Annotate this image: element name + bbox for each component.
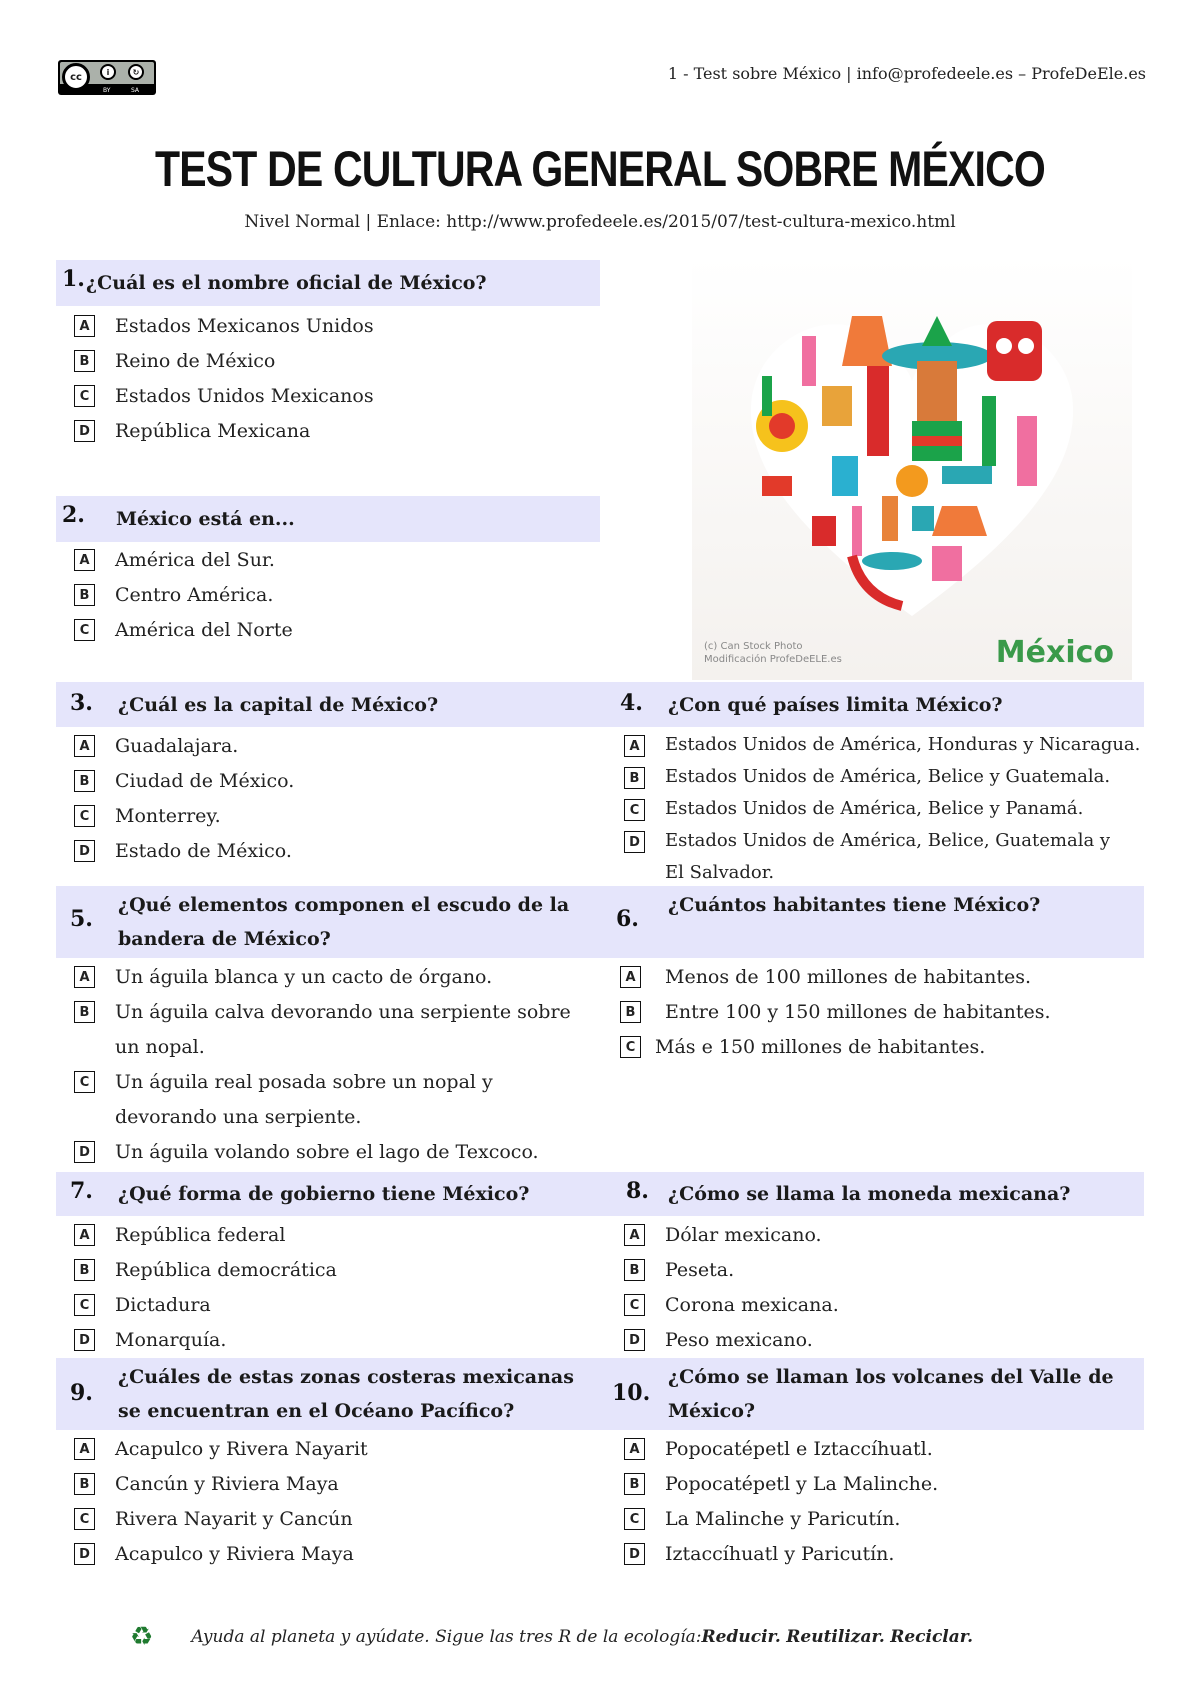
option-checkbox[interactable]: D xyxy=(74,1329,95,1351)
option-checkbox[interactable]: A xyxy=(74,315,95,337)
answer-option[interactable]: C América del Norte xyxy=(74,613,594,648)
question-number: 3. xyxy=(70,690,93,716)
question-text: ¿Cuál es el nombre oficial de México? xyxy=(86,272,487,294)
answer-option[interactable]: B Centro América. xyxy=(74,578,594,613)
question-number: 6. xyxy=(616,906,639,932)
option-checkbox[interactable]: A xyxy=(74,966,95,988)
option-checkbox[interactable]: B xyxy=(620,1001,641,1023)
answer-option[interactable]: A Dólar mexicano. xyxy=(624,1218,1144,1253)
answer-option[interactable]: C Un águila real posada sobre un nopal y devorando una serpiente. xyxy=(74,1065,554,1135)
answer-option[interactable]: B Peseta. xyxy=(624,1253,1144,1288)
answer-option[interactable]: D Peso mexicano. xyxy=(624,1323,1144,1358)
answer-option[interactable]: B Estados Unidos de América, Belice y Guatemala. xyxy=(624,761,1144,793)
answer-option[interactable]: B República democrática xyxy=(74,1253,594,1288)
answer-option[interactable]: A Un águila blanca y un cacto de órgano. xyxy=(74,960,594,995)
question-text: ¿Cómo se llaman los volcanes del Valle de México? xyxy=(668,1366,1114,1422)
answer-option[interactable]: B Popocatépetl y La Malinche. xyxy=(624,1467,1144,1502)
option-checkbox[interactable]: C xyxy=(74,1071,95,1093)
answer-option[interactable]: C Más e 150 millones de habitantes. xyxy=(620,1030,1140,1065)
answer-option[interactable]: C Monterrey. xyxy=(74,799,594,834)
option-checkbox[interactable]: A xyxy=(74,1438,95,1460)
option-checkbox[interactable]: B xyxy=(74,584,95,606)
answer-option[interactable]: C Estados Unidos Mexicanos xyxy=(74,379,594,414)
option-checkbox[interactable]: B xyxy=(624,767,645,789)
option-checkbox[interactable]: D xyxy=(624,1543,645,1565)
answer-option[interactable]: D Estado de México. xyxy=(74,834,594,869)
question-text: ¿Con qué países limita México? xyxy=(668,694,1003,716)
footer-reducir: Reducir. xyxy=(701,1627,781,1647)
question-number: 2. xyxy=(62,502,85,528)
page-title: TEST DE CULTURA GENERAL SOBRE MÉXICO xyxy=(154,141,1046,197)
question-number: 1. xyxy=(62,266,85,292)
option-checkbox[interactable]: C xyxy=(74,1508,95,1530)
question-number: 10. xyxy=(612,1380,651,1406)
answer-option[interactable]: C La Malinche y Paricutín. xyxy=(624,1502,1144,1537)
question-text: ¿Cómo se llama la moneda mexicana? xyxy=(668,1183,1071,1205)
answer-option[interactable]: D Estados Unidos de América, Belice, Guatemala y El Salvador. xyxy=(624,825,1124,889)
image-brand-text: México xyxy=(995,635,1114,670)
question-number: 8. xyxy=(626,1178,649,1204)
question-number: 5. xyxy=(70,906,93,932)
answer-option[interactable]: B Reino de México xyxy=(74,344,594,379)
footer-reutilizar: Reutilizar. xyxy=(786,1627,885,1647)
heart-icon-collage xyxy=(742,306,1082,626)
question-text: ¿Cuáles de estas zonas costeras mexicanas se encuentran en el Océano Pacífico? xyxy=(118,1366,574,1422)
page-footer xyxy=(130,1622,973,1652)
option-checkbox[interactable]: A xyxy=(624,735,645,757)
option-checkbox[interactable]: C xyxy=(74,805,95,827)
answer-option[interactable]: B Un águila calva devorando una serpiente sobre un nopal. xyxy=(74,995,594,1065)
option-checkbox[interactable]: A xyxy=(620,966,641,988)
answer-option[interactable]: A Menos de 100 millones de habitantes. xyxy=(620,960,1140,995)
answer-option[interactable]: C Rivera Nayarit y Cancún xyxy=(74,1502,594,1537)
option-checkbox[interactable]: C xyxy=(74,1294,95,1316)
answer-option[interactable]: A Estados Unidos de América, Honduras y Nicaragua. xyxy=(624,729,1144,761)
mexico-heart-illustration xyxy=(692,256,1132,680)
answer-option[interactable]: B Cancún y Riviera Maya xyxy=(74,1467,594,1502)
option-checkbox[interactable]: B xyxy=(74,1473,95,1495)
answer-option[interactable]: B Ciudad de México. xyxy=(74,764,594,799)
option-checkbox[interactable]: C xyxy=(624,1508,645,1530)
license-sa-label: SA xyxy=(131,87,140,94)
question-text: ¿Qué forma de gobierno tiene México? xyxy=(118,1183,530,1205)
question-text: ¿Qué elementos componen el escudo de la bandera de México? xyxy=(118,894,570,950)
option-checkbox[interactable]: B xyxy=(74,1259,95,1281)
answer-option[interactable]: D Acapulco y Riviera Maya xyxy=(74,1537,594,1572)
recycle-icon: ♻ xyxy=(130,1622,154,1652)
option-checkbox[interactable]: D xyxy=(74,420,95,442)
answer-option[interactable]: A Guadalajara. xyxy=(74,729,594,764)
answer-option[interactable]: A América del Sur. xyxy=(74,543,594,578)
share-alike-icon: ↻ xyxy=(128,64,144,80)
page-subtitle: Nivel Normal | Enlace: http://www.profedeele.es/2015/07/test-cultura-mexico.html xyxy=(244,212,956,232)
option-checkbox[interactable]: B xyxy=(74,770,95,792)
option-checkbox[interactable]: B xyxy=(74,1001,95,1023)
question-number: 9. xyxy=(70,1380,93,1406)
answer-option[interactable]: A Acapulco y Rivera Nayarit xyxy=(74,1432,594,1467)
option-checkbox[interactable]: C xyxy=(624,1294,645,1316)
answer-option[interactable]: A República federal xyxy=(74,1218,594,1253)
option-checkbox[interactable]: B xyxy=(624,1473,645,1495)
answer-option[interactable]: C Estados Unidos de América, Belice y Panamá. xyxy=(624,793,1144,825)
option-checkbox[interactable]: B xyxy=(624,1259,645,1281)
creative-commons-by-sa-icon xyxy=(58,60,156,95)
license-by-label: BY xyxy=(103,87,111,94)
answer-option[interactable]: C Dictadura xyxy=(74,1288,594,1323)
answer-option[interactable]: C Corona mexicana. xyxy=(624,1288,1144,1323)
answer-option[interactable]: D Iztaccíhuatl y Paricutín. xyxy=(624,1537,1144,1572)
option-checkbox[interactable]: C xyxy=(74,385,95,407)
option-checkbox[interactable]: D xyxy=(624,1329,645,1351)
question-number: 4. xyxy=(620,690,643,716)
option-checkbox[interactable]: A xyxy=(74,1224,95,1246)
option-checkbox[interactable]: A xyxy=(74,549,95,571)
footer-text: Ayuda al planeta y ayúdate. Sigue las tres R de la ecología: xyxy=(191,1627,702,1647)
question-text: ¿Cuál es la capital de México? xyxy=(118,694,439,716)
option-checkbox[interactable]: D xyxy=(74,1141,95,1163)
question-text: México está en... xyxy=(116,508,295,530)
question-text: ¿Cuántos habitantes tiene México? xyxy=(668,894,1041,916)
image-credit: (c) Can Stock Photo Modificación ProfeDeELE.es xyxy=(704,641,842,665)
page-header-info: 1 - Test sobre México | info@profedeele.es – ProfeDeEle.es xyxy=(667,64,1146,83)
option-checkbox[interactable]: B xyxy=(74,350,95,372)
option-checkbox[interactable]: D xyxy=(74,840,95,862)
answer-option[interactable]: D Un águila volando sobre el lago de Texcoco. xyxy=(74,1135,594,1170)
option-checkbox[interactable]: A xyxy=(74,735,95,757)
option-checkbox[interactable]: A xyxy=(624,1224,645,1246)
option-checkbox[interactable]: C xyxy=(74,619,95,641)
answer-option[interactable]: B Entre 100 y 150 millones de habitantes. xyxy=(620,995,1140,1030)
cc-icon: cc xyxy=(62,63,90,91)
option-checkbox[interactable]: A xyxy=(624,1438,645,1460)
option-checkbox[interactable]: C xyxy=(624,799,645,821)
answer-option[interactable]: A Estados Mexicanos Unidos xyxy=(74,309,594,344)
question-number: 7. xyxy=(70,1178,93,1204)
option-checkbox[interactable]: D xyxy=(74,1543,95,1565)
option-checkbox[interactable]: C xyxy=(620,1036,641,1058)
answer-option[interactable]: D República Mexicana xyxy=(74,414,594,449)
attribution-icon: i xyxy=(100,64,116,80)
answer-option[interactable]: A Popocatépetl e Iztaccíhuatl. xyxy=(624,1432,1144,1467)
answer-option[interactable]: D Monarquía. xyxy=(74,1323,594,1358)
option-checkbox[interactable]: D xyxy=(624,831,645,853)
footer-reciclar: Reciclar. xyxy=(890,1627,974,1647)
